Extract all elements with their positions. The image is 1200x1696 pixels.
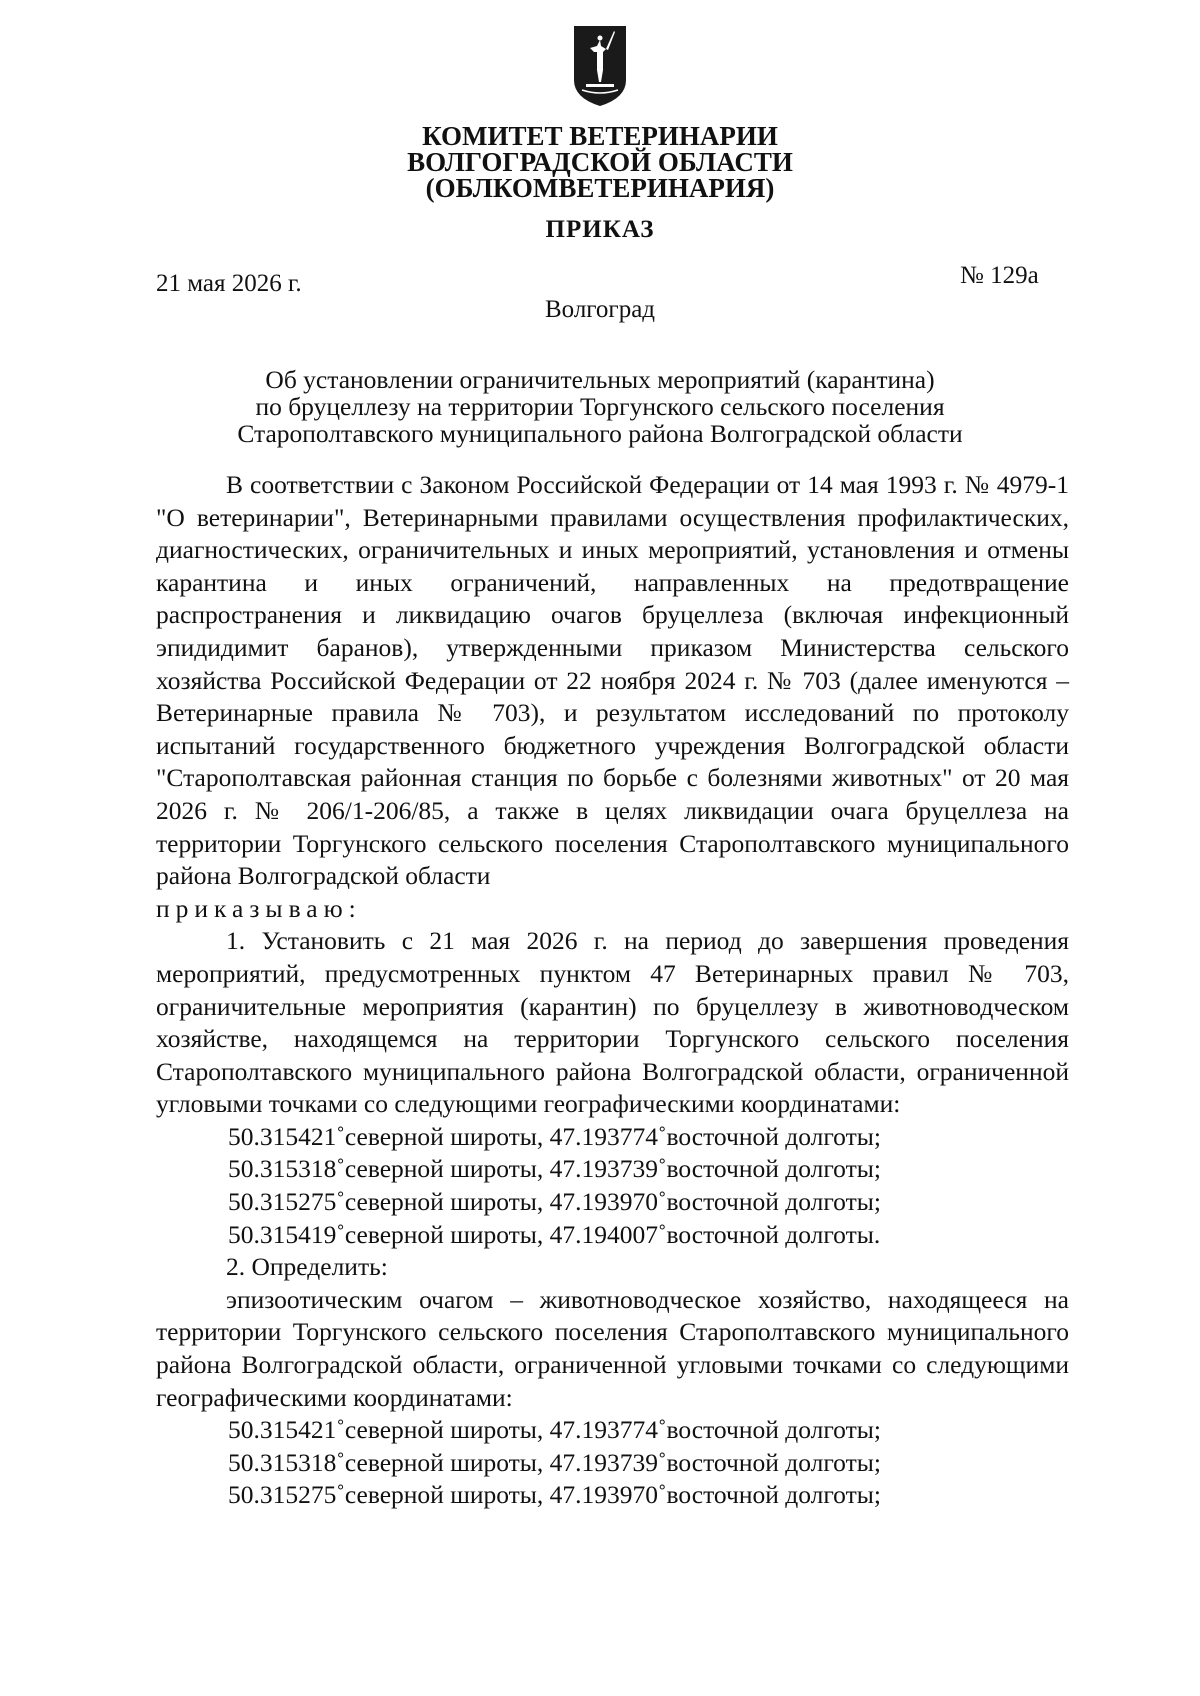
- coordinate-line: 50.315419˚северной широты, 47.194007˚восточной долготы.: [228, 1219, 881, 1249]
- document-number: № 129а: [960, 262, 1039, 289]
- preamble-paragraph: В соответствии с Законом Российской Федерации от 14 мая 1993 г. № 4979-1 "О ветеринарии", Ветеринарными правилами осуществления профилактических, диагностических, ограничительных и иных мероприятий, установления и отмены карантина и иных ограничений, направленных на предотвращение распространения и ликвидацию очагов бруцеллеза (включая инфекционный эпидидимит баранов), утвержденными приказом Министерства сельского хозяйства Российской Федерации от 22 ноября 2024 г. № 703 (далее именуются – Ветеринарные правила № 703), и результатом исследований по протоколу испытаний государственного бюджетного учреждения Волгоградской области "Старополтавская районная станция по борьбе с болезнями животных" от 20 мая 2026 г. № 206/1-206/85, а также в целях ликвидации очага бруцеллеза на территории Торгунского сельского поселения Старополтавского муниципального района Волгоградской области: [156, 470, 1069, 891]
- document-type: ПРИКАЗ: [545, 216, 655, 243]
- coordinate-line: 50.315318˚северной широты, 47.193739˚восточной долготы;: [228, 1447, 881, 1477]
- item-2-paragraph: эпизоотическим очагом – животноводческое хозяйство, находящееся на территории Торгунского сельского поселения Старополтавского муниципального района Волгоградской области, ограниченной угловыми точками со следующими географическими координатами:: [156, 1284, 1069, 1412]
- org-name-line-2: ВОЛГОГРАДСКОЙ ОБЛАСТИ: [407, 147, 793, 177]
- document-body: [156, 469, 1069, 1512]
- subject-line: Об установлении ограничительных мероприятий (карантина): [265, 365, 935, 394]
- item-1-paragraph: 1. Установить с 21 мая 2026 г. на период до завершения проведения мероприятий, предусмотренных пунктом 47 Ветеринарных правил № 703, ограничительные мероприятия (карантин) по бруцеллезу в животноводческом хозяйстве, находящемся на территории Торгунского сельского поселения Старополтавского муниципального района Волгоградской области, ограниченной угловыми точками со следующими географическими координатами:: [156, 926, 1069, 1119]
- coordinate-line: 50.315275˚северной широты, 47.193970˚восточной долготы;: [228, 1480, 881, 1510]
- coordinate-line: 50.315421˚северной широты, 47.193774˚восточной долготы;: [228, 1121, 881, 1151]
- coordinate-line: 50.315421˚северной широты, 47.193774˚восточной долготы;: [228, 1415, 881, 1445]
- subject-line: Старополтавского муниципального района Волгоградской области: [237, 419, 963, 448]
- document-date: 21 мая 2026 г.: [156, 270, 302, 297]
- coordinate-line: 50.315318˚северной широты, 47.193739˚восточной долготы;: [228, 1154, 881, 1184]
- document-subject: [0, 366, 1200, 447]
- item-2-heading: 2. Определить:: [226, 1252, 388, 1282]
- document-city: Волгоград: [544, 296, 656, 323]
- order-word: [156, 893, 1069, 926]
- coat-of-arms-emblem: [570, 22, 630, 108]
- subject-line: по бруцеллезу на территории Торгунского сельского поселения: [255, 392, 945, 421]
- org-name-line-1: КОМИТЕТ ВЕТЕРИНАРИИ: [422, 121, 778, 151]
- order-word-text: приказываю:: [156, 893, 362, 923]
- org-name-line-3: (ОБЛКОМВЕТЕРИНАРИЯ): [425, 173, 775, 203]
- coordinate-line: 50.315275˚северной широты, 47.193970˚восточной долготы;: [228, 1187, 881, 1217]
